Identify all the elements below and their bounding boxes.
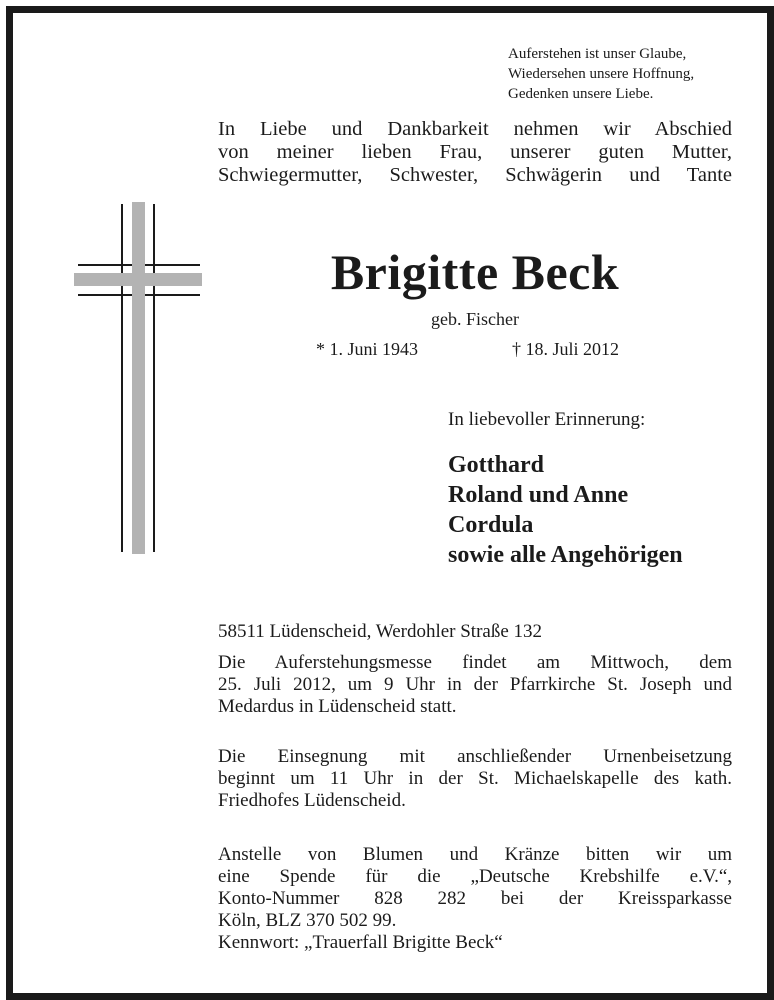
mourner: Roland und Anne <box>448 482 629 508</box>
address: 58511 Lüdenscheid, Werdohler Straße 132 <box>218 621 543 642</box>
death-date: † 18. Juli 2012 <box>512 339 620 359</box>
mourner: sowie alle Angehörigen <box>448 542 683 568</box>
donation-line: Anstelle von Blumen und Kränze bitten wir um <box>218 844 732 865</box>
birth-date: * 1. Juni 1943 <box>316 339 419 359</box>
burial-line: Friedhofes Lüdenscheid. <box>218 790 406 811</box>
mourner: Cordula <box>448 512 534 538</box>
deceased-name: Brigitte Beck <box>330 244 620 300</box>
donation-paragraph <box>218 844 732 954</box>
intro-line: von meiner lieben Frau, unserer guten Mutter, <box>218 141 732 163</box>
mass-line: Medardus in Lüdenscheid statt. <box>218 696 457 717</box>
motto <box>508 44 758 104</box>
maiden-name: geb. Fischer <box>431 309 519 329</box>
cross-icon <box>72 202 204 554</box>
donation-line: eine Spende für die „Deutsche Krebshilfe e.V.“, <box>218 866 732 887</box>
burial-paragraph <box>218 746 732 812</box>
mourners-list <box>448 450 683 570</box>
intro-text <box>218 118 732 187</box>
motto-line: Wiedersehen unsere Hoffnung, <box>508 66 695 82</box>
mass-paragraph <box>218 652 732 718</box>
donation-line: Kennwort: „Trauerfall Brigitte Beck“ <box>218 932 503 953</box>
burial-line: Die Einsegnung mit anschließender Urnenbeisetzung <box>218 746 732 767</box>
donation-line: Köln, BLZ 370 502 99. <box>218 910 397 931</box>
burial-line: beginnt um 11 Uhr in der St. Michaelskapelle des kath. <box>218 768 732 789</box>
motto-line: Auferstehen ist unser Glaube, <box>508 46 687 62</box>
donation-line: Konto-Nummer 828 282 bei der Kreissparkasse <box>218 888 732 909</box>
mass-line: 25. Juli 2012, um 9 Uhr in der Pfarrkirche St. Joseph und <box>218 674 732 695</box>
memory-label: In liebevoller Erinnerung: <box>448 409 646 430</box>
intro-line: In Liebe und Dankbarkeit nehmen wir Abschied <box>218 118 732 140</box>
motto-line: Gedenken unsere Liebe. <box>508 86 654 102</box>
mass-line: Die Auferstehungsmesse findet am Mittwoch, dem <box>218 652 732 673</box>
mourner: Gotthard <box>448 452 544 478</box>
intro-line: Schwiegermutter, Schwester, Schwägerin und Tante <box>218 164 732 186</box>
